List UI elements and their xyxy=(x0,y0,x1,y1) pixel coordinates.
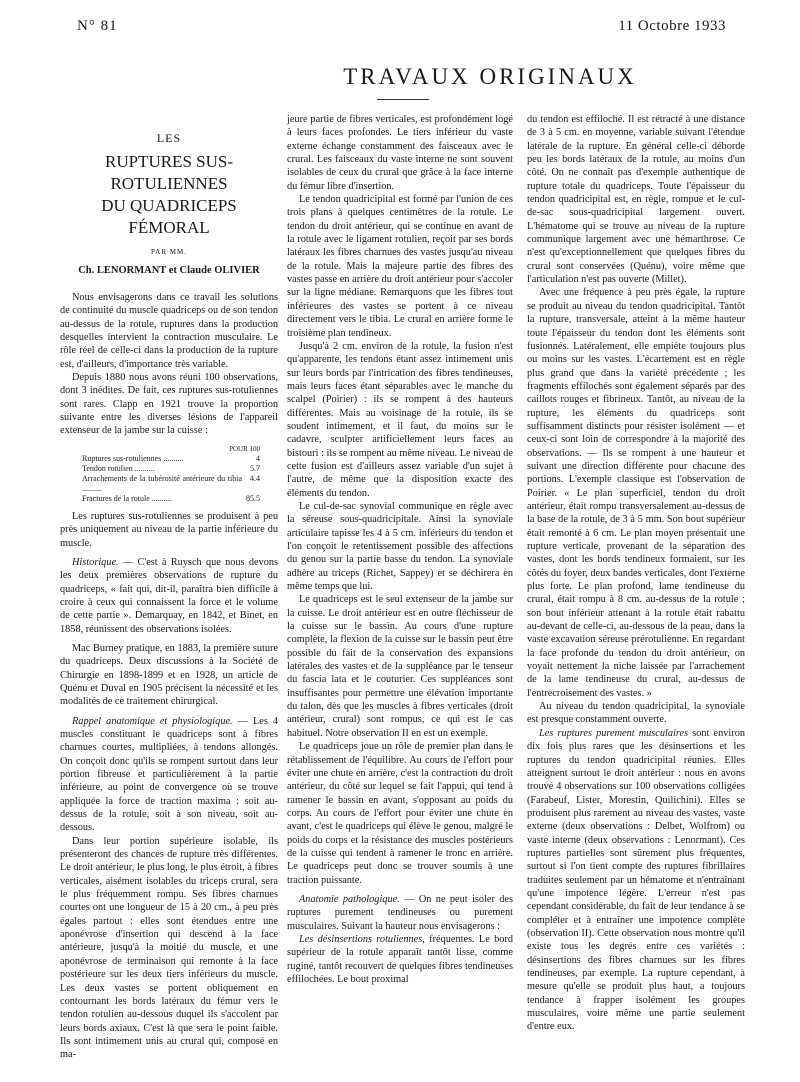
paragraph-lead: Historique. xyxy=(72,556,119,568)
article-authors: Ch. LENORMANT et Claude OLIVIER xyxy=(78,264,260,276)
paragraph: Le tendon quadricipital est formé par l'union de ces trois plans à quelques centimètres de la rotule. Le tendon du droit antérieur, qui se continue en avant de la rotule avec le ligament rotulien, reçoit par ses bords latéraux les fibres charnues des vastes jusqu'au niveau de la rotule. Mais la majeure partie des fibres des vastes passe en arrière du droit antérieur pour s'accoler sur la ligne médiane. Remarquons que les fibres tout inférieures des vastes se portent à ce niveau directement vers le tibia. Le crural en arrière forme le troisième plan tendineux. xyxy=(287,194,513,339)
stats-row xyxy=(82,474,260,494)
article-title-line-2: DU QUADRICEPS FÉMORAL xyxy=(101,196,237,238)
paragraph xyxy=(60,715,278,835)
stats-label: Fractures de la rotule .......... xyxy=(82,493,172,503)
paragraph: Avec une fréquence à peu près égale, la rupture se produit au niveau du tendon quadricipital. Tantôt la rupture, transversale, atteint à la même hauteur toute l'épaisseur du tendon dont les éléments sont fusionnés. Latéralement, elle empiète toujours plus ou moins sur les vastes. L'écartement est en règle plus grand que dans la variété précédente ; les fragments effilochés sont également séparés par des caillots rouges et fibrineux. Tantôt, au niveau de la rupture, les éléments du quadriceps sont suffisamment distincts pour résister isolément — et ceux-ci sont loin de correspondre à la majorité des observations. — Ils se rompent à une hauteur et suivant une direction différente pour chacune des portions. L'exemple classique est l'observation de Poirier. « Le plan superficiel, tendon du droit antérieur, était rompu transversalement au-dessus de la base de la rotule, de 3 à 5 mm. Son bout supérieur était remonté à 6 cm. Le plan moyen présentait une rupture verticale, provenant de la séparation des vastes, dont les bords tendineux formaient, sur les côtés du foyer, deux bandes verticales, dont l'externe plus forte. Le plan profond, lame tendineuse du crural, était rompu à 8 cm. au-dessus de la rotule ; son bout inférieur attenant à la rotule était rabattu au-devant de celle-ci, au-dessous de la peau, dans la vaste excavation séreuse prérotulienne. En regardant la face profonde du tendon du droit antérieur, on voyait nettement la niche laissée par l'arrachement de la lame tendineuse du crural, au-dessus de l'entrecroisement des vastes. » xyxy=(527,287,745,699)
stats-row xyxy=(82,464,260,474)
paragraph-lead: Anatomie pathologique. xyxy=(299,893,400,905)
stats-row xyxy=(82,494,260,504)
stats-table xyxy=(82,444,260,504)
paragraph xyxy=(527,727,745,1034)
paragraph: jeure partie de fibres verticales, est profondément logé à leurs faces profondes. Le tiers inférieur du vaste externe échange constamment des faisceaux avec le crural. Les faisceaux du vaste interne ne sont souvent isolables de ceux du crural que grâce à la face interne du fémur libre d'insertion. xyxy=(287,114,513,192)
column-2 xyxy=(287,113,513,986)
paragraph: Le quadriceps joue un rôle de premier plan dans le rétablissement de l'équilibre. Au cours de l'effort pour éviter une chute en arrière, c'est la contraction du droit antérieur, du côté sur lequel se fait l'appui, qui tend à ramener le bassin en avant, s'opposant au poids du corps. Au cours de l'effort pour éviter une chute en avant, c'est le quadriceps qui élève le genou, malgré le poids du corps et la résistance des muscles postérieurs de la cuisse qui tendent à ramener le tronc en arrière. Le quadriceps peut donc se trouver soumis à une traction puissante. xyxy=(287,741,513,886)
paragraph: du tendon est effiloché. Il est rétracté à une distance de 3 à 5 cm. en moyenne, variable suivant l'étendue latérale de la rupture. En général celle-ci déborde peu les bords latéraux de la rotule, au moins d'un côté. On ne connaît pas d'exemple authentique de rupture totale du quadriceps. Toute l'épaisseur du tendon quadricipital est, en règle, rompue et le cul-de-sac sous-quadricipital largement ouvert. L'hématome qui se trouve au niveau de la rupture communique largement avec une hémarthrose. Ce n'est qu'exceptionnellement que quelques fibres du crural sont conservées (Quénu), voire même que l'articulation n'est pas ouverte (Millet). xyxy=(527,114,745,286)
article-header xyxy=(60,132,278,277)
paragraph: Mac Burney pratique, en 1883, la première suture du quadriceps. Deux discussions à la Société de Chirurgie en 1898-1899 et en 1928, un article de Quénu et Duval en 1905 précisent la nécessité et les modalités de ce traitement chirurgical. xyxy=(60,642,278,708)
section-title: TRAVAUX ORIGINAUX xyxy=(343,64,637,89)
stats-label: Ruptures sus-rotuliennes .......... xyxy=(82,453,184,463)
article-title-line-1: RUPTURES SUS-ROTULIENNES xyxy=(104,152,233,194)
stats-label: Tendon rotulien .......... xyxy=(82,463,155,473)
paragraph: Jusqu'à 2 cm. environ de la rotule, la fusion n'est qu'apparente, les tendons étant assez intimement unis sur leurs bords par l'intrication des fibres tendineuses, mais leurs faces étant séparables avec le manche du scalpel (Poirier) : ils se rompent à des hauteurs différentes. Mais au voisinage de la rotule, ils se soudent intimement, et il faut, du moins sur le cadavre, sculpter artificiellement leurs faces au bistouri : ils se rompent au même niveau. Le niveau de cette fusion est d'ailleurs assez variable d'un sujet à l'autre, de même que la disposition exacte des éléments du tendon. xyxy=(287,340,513,499)
paragraph xyxy=(287,893,513,933)
paragraph: Au niveau du tendon quadricipital, la synoviale est presque constamment ouverte. xyxy=(527,701,745,726)
paragraph-body: — Les 4 muscles constituant le quadriceps sont à fibres charnues courtes, multipliées, à tendons allongés. On conçoit donc qu'ils se rompent surtout dans leur portion fibreuse et particulièrement à la partie inférieure, au point de convergence où se trouve appliquée la force de traction maxima : soit au-dessus de la rotule, soit à son niveau, soit au-dessous. xyxy=(60,715,278,834)
stats-value: 5.7 xyxy=(250,463,260,473)
stats-row xyxy=(82,454,260,464)
stats-table-head: POUR 100 xyxy=(229,444,260,453)
paragraph xyxy=(60,556,278,636)
column-3 xyxy=(527,113,745,1034)
issue-date: 11 Octobre 1933 xyxy=(618,18,726,34)
stats-value: 4.4 xyxy=(250,473,260,483)
stats-value: 4 xyxy=(256,453,260,463)
paragraph-body: fréquentes. Le bord supérieur de la rotule apparaît tantôt lisse, comme ruginé, tantôt recouvert de quelques fibres tendineuses effilochées. Le bout proximal xyxy=(287,933,513,985)
paragraph: Le quadriceps est le seul extenseur de la jambe sur la cuisse. Le droit antérieur est en outre fléchisseur de la cuisse sur le bassin. Au cours d'une rupture complète, la flexion de la cuisse sur le bassin peut être possible du fait de la conservation des expansions latérales des vastes et de la suppléance par le tenseur du fascia lata et le couturier. Ces suppléances sont insuffisantes pour permettre une élévation importante du talon, dès que les muscles à fibres verticales (droit antérieur, crural) sont rompus, ce qui est le cas habituel. Notre observation II en est un exemple. xyxy=(287,594,513,739)
column-1 xyxy=(60,132,278,1062)
title-divider xyxy=(377,99,429,100)
paragraph: Les ruptures sus-rotuliennes se produisent à peu près uniquement au niveau de la partie inférieure du muscle. xyxy=(60,510,278,549)
paragraph: Nous envisagerons dans ce travail les solutions de continuité du muscle quadriceps ou de son tendon au-dessus de la rotule, ruptures dans la production desquelles intervient la contraction musculaire. Le rôle réel de celle-ci dans la production de la rupture est, d'ailleurs, d'importance très variable. xyxy=(60,292,278,370)
paragraph-lead: Les désinsertions rotuliennes, xyxy=(299,933,425,945)
paragraph: Depuis 1880 nous avons réuni 100 observations, dont 3 inédites. De fait, ces ruptures sus-rotuliennes sont rares. Clapp en 1921 trouve la proportion suivante entre les diverses lésions de l'appareil extenseur de la jambe sur la cuisse : xyxy=(60,372,278,437)
paragraph-body: sont environ dix fois plus rares que les désinsertions et les ruptures du tendon quadricipital réunies. Elles atteignent surtout le droit antérieur : nous en avons trouvé 4 observations sur 100 observations colligées (Farabeuf, Lister, Morestin, Quilichini). Elles se produisent plus rarement au niveau des vastes, vaste externe (deux observations : Delbet, Wolfrom) ou vaste interne (deux observations : Lenormant). Ces ruptures partielles sont sûrement plus fréquentes, surtout si l'on tient compte des ruptures fibrillaires traduites seulement par un hématome et n'entraînant qu'une impotence légère. L'erreur n'est pas cependant considérable, du fait de leur tendance à se compléter et à entraîner une impotence complète (observation II). Cette observation nous montre qu'il existe tous les degrés entre ces variétés : désinsertions des fibres charnues sur les fibres tendineuses, par exemple. La rupture cependant, à mesure qu'elle se produit plus haut, a toujours tendance à frapper isolément les groupes musculaires, voire même une partie seulement d'entre eux. xyxy=(527,727,745,1033)
stats-value: 85.5 xyxy=(246,493,260,503)
paragraph: Dans leur portion supérieure isolable, ils présenteront des chances de rupture très différentes. Le droit antérieur, le plus long, le plus étroit, à fibres verticales, aisément isolables du triceps crural, sera le plus fréquemment rompu. Ses fibres charnues courtes ont une longueur de 15 à 20 cm., à peu près égales partout : elles sont étendues entre une aponévrose d'insertion qui descend à la face antérieure, jusqu'à la moitié du muscle, et une aponévrose de terminaison qui remonte à la face postérieure sur les deux tiers inférieurs du muscle. Les deux vastes se portent obliquement en contournant les bords latéraux du fémur vers le tendon rotulien au-dessous duquel ils s'accolent par leurs bords axiaux. C'est là que sera le point faible. Ils sont intimement unis au crural qui, composé en ma- xyxy=(60,835,278,1061)
paragraph-body: — C'est à Ruysch que nous devons les deux premières observations de rupture du quadriceps, « fait qui, dit-il, paraîtra bien difficile à croire à ceux qui connaissent la force et le volume de cette partie ». Demarquay, en 1842, et Binet, en 1858, réunissent des observations isolées. xyxy=(60,556,278,635)
page-number: N° 81 xyxy=(77,18,118,34)
paragraph-lead: Les ruptures purement musculaires xyxy=(539,727,689,739)
paragraph xyxy=(287,933,513,986)
article-les: LES xyxy=(156,131,182,145)
paragraph-lead: Rappel anatomique et physiologique. xyxy=(72,715,233,727)
paragraph-body: — On ne peut isoler des ruptures purement tendineuses ou purement musculaires. Suivant la hauteur nous envisagerons : xyxy=(287,893,513,932)
stats-label: Arrachements de la tubérosité antérieure du tibia .......... xyxy=(82,473,242,493)
paragraph: Le cul-de-sac synovial communique en règle avec la séreuse sous-quadricipitale. Ainsi la synoviale articulaire tapisse les 4 à 5 cm. inférieurs du tendon et l'on conçoit le retentissement possible des affections du genou sur la partie basse du tendon. La synoviale adhère au triceps (Richet, Sappey) et se déchirera en même temps que lui. xyxy=(287,500,513,593)
article-par: PAR MM. xyxy=(151,248,187,257)
